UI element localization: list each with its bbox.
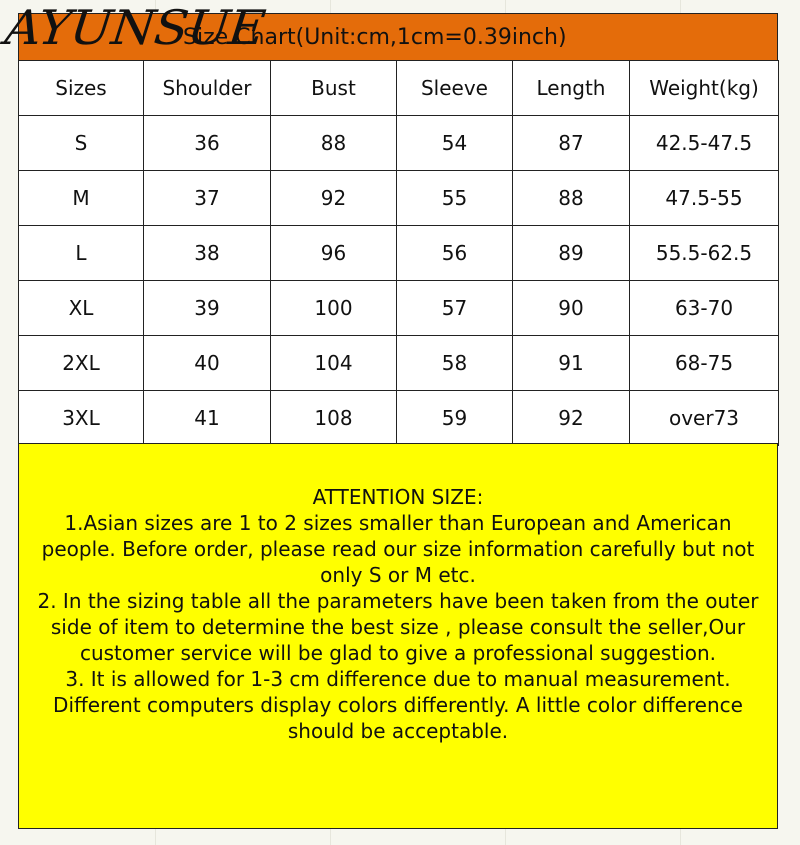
cell-weight: 55.5-62.5 [630, 226, 779, 281]
cell-bust: 104 [271, 336, 397, 391]
cell-sleeve: 59 [397, 391, 513, 446]
table-row [19, 391, 779, 446]
cell-length: 92 [513, 391, 630, 446]
cell-bust: 92 [271, 171, 397, 226]
cell-length: 88 [513, 171, 630, 226]
table-row [19, 116, 779, 171]
cell-sleeve: 58 [397, 336, 513, 391]
cell-bust: 108 [271, 391, 397, 446]
cell-weight: 47.5-55 [630, 171, 779, 226]
cell-shoulder: 39 [144, 281, 271, 336]
attention-heading: ATTENTION SIZE: [312, 485, 484, 509]
size-chart [18, 13, 778, 446]
cell-size: M [19, 171, 144, 226]
cell-weight: over73 [630, 391, 779, 446]
cell-sleeve: 57 [397, 281, 513, 336]
column-header-length: Length [513, 61, 630, 116]
cell-shoulder: 40 [144, 336, 271, 391]
cell-sleeve: 54 [397, 116, 513, 171]
table-header-row [19, 61, 779, 116]
cell-size: XL [19, 281, 144, 336]
cell-size: L [19, 226, 144, 281]
size-chart-title: Size Chart(Unit:cm,1cm=0.39inch) [18, 13, 778, 60]
brand-logo: AYUNSUE [2, 0, 268, 56]
cell-length: 89 [513, 226, 630, 281]
column-header-sizes: Sizes [19, 61, 144, 116]
cell-bust: 88 [271, 116, 397, 171]
cell-sleeve: 56 [397, 226, 513, 281]
attention-note-3: 3. It is allowed for 1-3 cm difference due to manual measurement. Different computers display colors differently. A little color difference should be acceptable. [53, 667, 743, 743]
cell-shoulder: 36 [144, 116, 271, 171]
cell-shoulder: 38 [144, 226, 271, 281]
column-header-bust: Bust [271, 61, 397, 116]
table-row [19, 281, 779, 336]
cell-bust: 96 [271, 226, 397, 281]
column-header-sleeve: Sleeve [397, 61, 513, 116]
cell-weight: 68-75 [630, 336, 779, 391]
attention-note-1: 1.Asian sizes are 1 to 2 sizes smaller than European and American people. Before order, please read our size information carefully but not only S or M etc. [41, 511, 755, 587]
attention-note-2: 2. In the sizing table all the parameters have been taken from the outer side of item to determine the best size , please consult the seller,Our customer service will be glad to give a professional suggestion. [37, 589, 759, 665]
attention-notes [18, 443, 778, 829]
cell-size: S [19, 116, 144, 171]
cell-shoulder: 41 [144, 391, 271, 446]
cell-shoulder: 37 [144, 171, 271, 226]
column-header-weight: Weight(kg) [630, 61, 779, 116]
column-header-shoulder: Shoulder [144, 61, 271, 116]
cell-sleeve: 55 [397, 171, 513, 226]
cell-size: 3XL [19, 391, 144, 446]
cell-bust: 100 [271, 281, 397, 336]
table-row [19, 226, 779, 281]
cell-weight: 63-70 [630, 281, 779, 336]
cell-size: 2XL [19, 336, 144, 391]
cell-length: 91 [513, 336, 630, 391]
cell-weight: 42.5-47.5 [630, 116, 779, 171]
size-table [18, 60, 779, 446]
table-row [19, 336, 779, 391]
cell-length: 87 [513, 116, 630, 171]
cell-length: 90 [513, 281, 630, 336]
table-row [19, 171, 779, 226]
